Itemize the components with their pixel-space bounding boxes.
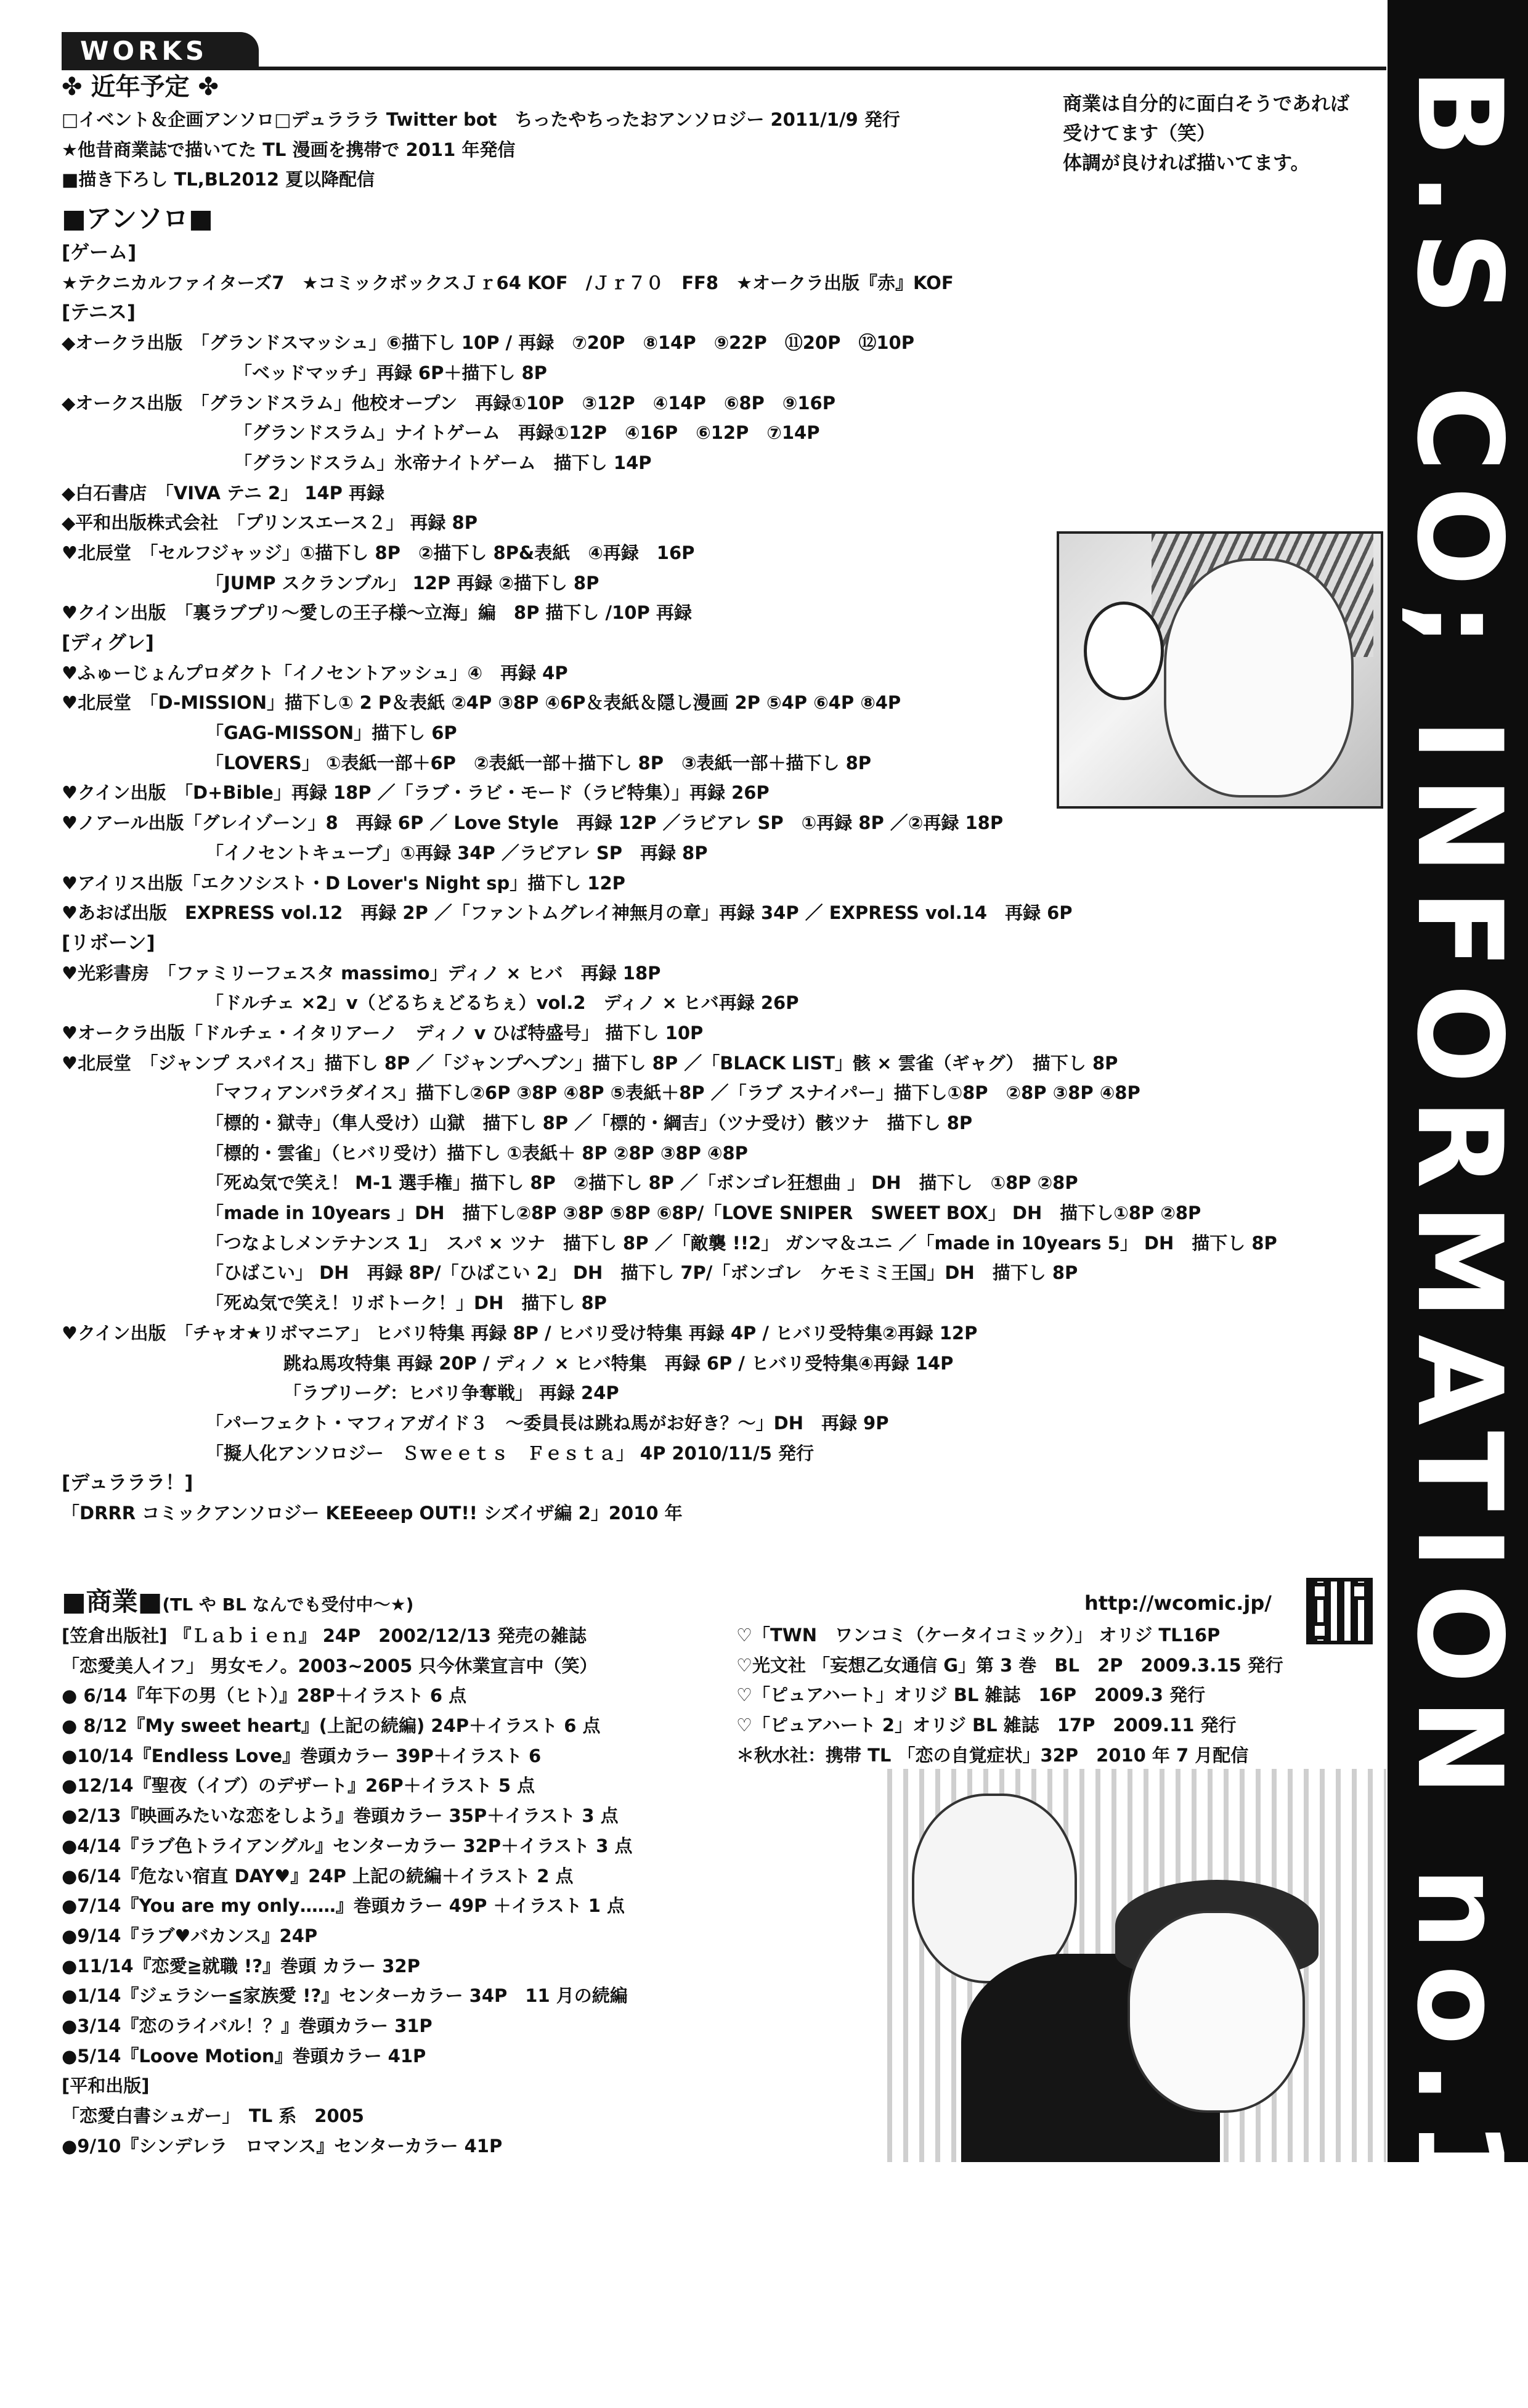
list-item: ■描き下ろし TL,BL2012 夏以降配信 xyxy=(62,169,375,190)
list-item: ★他昔商業誌で描いてた TL 漫画を携帯で 2011 年発信 xyxy=(62,139,516,160)
list-item: ♥北辰堂 「セルフジャッジ」①描下し 8P ②描下し 8P&表紙 ④再録 16P xyxy=(62,542,695,563)
qr-corner xyxy=(1311,1583,1328,1600)
list-item: ♡光文社 「妄想乙女通信 G」第 3 巻 BL 2P 2009.3.15 発行 xyxy=(736,1654,1283,1676)
list-item: 「グランドスラム」氷帝ナイトゲーム 描下し 14P xyxy=(234,452,652,473)
list-item: [デュラララ！] xyxy=(62,1472,193,1495)
list-item: ♥クイン出版 「裏ラブプリ～愛しの王子様～立海」編 8P 描下し /10P 再録 xyxy=(62,602,692,624)
list-item: 「擬人化アンソロジー Ｓｗｅｅｔｓ Ｆｅｓｔａ」 4P 2010/11/5 発行 xyxy=(206,1442,814,1464)
list-item: 「ベッドマッチ」再録 6P＋描下し 8P xyxy=(234,362,547,383)
list-item: [平和出版] xyxy=(62,2075,150,2097)
list-item: ●10/14『Endless Love』巻頭カラー 39P＋イラスト 6 xyxy=(62,1745,542,1766)
list-item: ♥クイン出版 「チャオ★リボマニア」 ヒバリ特集 再録 8P / ヒバリ受け特集 再録 4P / ヒバリ受特集②再録 12P xyxy=(62,1322,978,1344)
list-item: ● 6/14『年下の男（ヒト）』28P＋イラスト 6 点 xyxy=(62,1685,467,1707)
list-item: ●5/14『Loove Motion』巻頭カラー 41P xyxy=(62,2045,426,2067)
list-item: 「ドルチェ ×2」v（どるちぇどるちぇ）vol.2 ディノ × ヒバ再録 26P xyxy=(206,992,799,1014)
website-url: http://wcomic.jp/ xyxy=(1084,1591,1272,1615)
works-list xyxy=(62,69,1386,1528)
list-item: ●3/14『恋のライバル！？』巻頭カラー 31P xyxy=(62,2015,433,2036)
list-item: 「ラブリーグ：ヒバリ争奪戦」 再録 24P xyxy=(283,1382,619,1404)
list-item: 「恋愛美人イフ」 男女モノ。2003~2005 只今休業宣言中（笑） xyxy=(62,1655,598,1676)
list-item: 跳ね馬攻特集 再録 20P / ディノ × ヒバ特集 再録 6P / ヒバリ受特集④再録 14P xyxy=(283,1352,954,1374)
list-item: 「標的・獄寺」（隼人受け）山獄 描下し 8P ／「標的・綱吉」（ツナ受け）骸ツナ 描下し 8P xyxy=(206,1112,973,1133)
list-item: 「パーフェクト・マフィアガイド３ ～委員長は跳ね馬がお好き？～」DH 再録 9P xyxy=(206,1412,889,1434)
commerce-heading xyxy=(62,1583,739,1621)
qr-corner xyxy=(1351,1583,1368,1600)
list-item: [ゲーム] xyxy=(62,242,137,264)
commerce-section xyxy=(62,1578,739,2161)
list-item: 「JUMP スクランブル」 12P 再録 ②描下し 8P xyxy=(206,572,599,594)
note-line: 商業は自分的に面白そうであれば xyxy=(1063,93,1349,115)
list-item: 「死ぬ気で笑え！リボトーク！」DH 描下し 8P xyxy=(206,1292,607,1314)
list-item: [テニス] xyxy=(62,301,136,324)
list-item: ◆平和出版株式会社 「プリンスエース２」 再録 8P xyxy=(62,512,478,534)
list-item: ●1/14『ジェラシー≦家族愛 !?』センターカラー 34P 11 月の続編 xyxy=(62,1985,628,2007)
commerce-heading-title: ■商業■ xyxy=(62,1586,163,1617)
commerce-left-list xyxy=(62,1621,739,2161)
list-item: 「イノセントキューブ」①再録 34P ／ラビアレ SP 再録 8P xyxy=(206,842,708,863)
commerce-right-list xyxy=(736,1620,1389,1770)
commerce-heading-sub: (TL や BL なんでも受付中～★) xyxy=(162,1594,414,1615)
list-item: □イベント＆企画アンソロ□デュラララ Twitter bot ちったやちったおアンソロジー 2011/1/9 発行 xyxy=(62,109,900,130)
list-item: ♥北辰堂 「D-MISSION」描下し① 2 P＆表紙 ②4P ③8P ④6P＆表紙＆隠し漫画 2P ⑤4P ⑥4P ⑧4P xyxy=(62,692,901,714)
list-item: ■アンソロ■ xyxy=(62,203,213,234)
sidebar-title: B.S CO; INFORMATION no.113 xyxy=(1391,68,1527,2408)
illustration-couple xyxy=(887,1769,1386,2162)
list-item: [リボーン] xyxy=(62,931,155,954)
list-item: ♥光彩書房 「ファミリーフェスタ massimo」ディノ × ヒバ 再録 18P xyxy=(62,962,661,984)
list-item: ♡「TWN ワンコミ（ケータイコミック）」 オリジ TL16P xyxy=(736,1625,1221,1646)
works-tab xyxy=(62,32,259,69)
list-item: ♥ふゅーじょんプロダクト「イノセントアッシュ」④ 再録 4P xyxy=(62,662,568,684)
list-item: ◆オークラ出版 「グランドスマッシュ」⑥描下し 10P / 再録 ⑦20P ⑧14P ⑨22P ⑪20P ⑫10P xyxy=(62,332,914,354)
list-item: 「グランドスラム」ナイトゲーム 再録①12P ④16P ⑥12P ⑦14P xyxy=(234,422,820,444)
list-item: 「LOVERS」 ①表紙一部＋6P ②表紙一部＋描下し 8P ③表紙一部＋描下し 8P xyxy=(206,752,872,773)
list-item: ★テクニカルファイターズ7 ★コミックボックスＪｒ64 KOF /Ｊｒ７０ FF8 ★オークラ出版『赤』KOF xyxy=(62,272,954,293)
list-item: 「ひばこい」 DH 再録 8P/「ひばこい 2」 DH 描下し 7P/「ボンゴレ ケモミミ王国」DH 描下し 8P xyxy=(206,1262,1078,1284)
list-item: ＊秋水社：携帯 TL 「恋の自覚症状」32P 2010 年 7 月配信 xyxy=(736,1744,1249,1766)
list-item: [ディグレ] xyxy=(62,632,154,654)
list-item: ♥あおば出版 EXPRESS vol.12 再録 2P ／「ファントムグレイ神無月の章」再録 34P ／ EXPRESS vol.14 再録 6P xyxy=(62,902,1073,924)
list-item: ♥北辰堂 「ジャンプ スパイス」描下し 8P ／「ジャンプヘブン」描下し 8P ／「BLACK LIST」骸 × 雲雀（ギャグ） 描下し 8P xyxy=(62,1052,1118,1074)
list-item: 「マフィアンパラダイス」描下し②6P ③8P ④8P ⑤表紙＋8P ／「ラブ スナイパー」描下し①8P ②8P ③8P ④8P xyxy=(206,1082,1140,1104)
list-item: 「死ぬ気で笑え！ M-1 選手権」描下し 8P ②描下し 8P ／「ボンゴレ狂想曲 」 DH 描下し ①8P ②8P xyxy=(206,1172,1078,1194)
list-item: 「つなよしメンテナンス 1」 スパ × ツナ 描下し 8P ／「敵襲 !!2」 ガンマ＆ユニ ／「made in 10years 5」 DH 描下し 8P xyxy=(206,1232,1277,1254)
list-item: 「DRRR コミックアンソロジー KEEeeep OUT!! シズイザ編 2」2010 年 xyxy=(62,1502,683,1524)
list-item: 「GAG-MISSON」描下し 6P xyxy=(206,722,457,744)
list-item: ♥クイン出版 「D+Bible」再録 18P ／「ラブ・ラビ・モード（ラビ特集）」再録 26P xyxy=(62,782,770,804)
list-item: ♥ノアール出版「グレイゾーン」8 再録 6P ／ Love Style 再録 12P ／ラビアレ SP ①再録 8P ／②再録 18P xyxy=(62,812,1004,834)
list-item: ●6/14『危ない宿直 DAY♥』24P 上記の続編＋イラスト 2 点 xyxy=(62,1865,574,1887)
illustration-head-girl xyxy=(1128,1911,1305,2113)
list-item: ●4/14『ラブ色トライアングル』センターカラー 32P＋イラスト 3 点 xyxy=(62,1835,633,1856)
works-tab-label: WORKS xyxy=(80,35,208,66)
list-item: [笠倉出版社] 『Ｌａｂｉｅｎ』 24P 2002/12/13 発売の雑誌 xyxy=(62,1625,587,1646)
list-item: ✤ 近年予定 ✤ xyxy=(62,73,219,101)
list-item: ●7/14『You are my only……』巻頭カラー 49P ＋イラスト 1 点 xyxy=(62,1895,625,1917)
list-item: ◆オークス出版 「グランドスラム」他校オープン 再録①10P ③12P ④14P ⑥8P ⑨16P xyxy=(62,392,835,414)
list-item: 「標的・雲雀」（ヒバリ受け）描下し ①表紙＋ 8P ②8P ③8P ④8P xyxy=(206,1142,748,1164)
list-item: ● 8/12『My sweet heart』(上記の続編) 24P＋イラスト 6 点 xyxy=(62,1715,601,1737)
list-item: ●2/13『映画みたいな恋をしよう』巻頭カラー 35P＋イラスト 3 点 xyxy=(62,1805,619,1827)
list-item: ●11/14『恋愛≧就職 !?』巻頭 カラー 32P xyxy=(62,1955,420,1977)
list-item: ♥オークラ出版「ドルチェ・イタリアーノ ディノ v ひば特盛号」 描下し 10P xyxy=(62,1022,704,1043)
note-line: 受けてます（笑） xyxy=(1063,123,1216,145)
list-item: 「made in 10years 」DH 描下し②8P ③8P ⑤8P ⑥8P/「LOVE SNIPER SWEET BOX」 DH 描下し①8P ②8P xyxy=(206,1202,1201,1224)
list-item: ●9/14『ラブ♥バカンス』24P xyxy=(62,1925,318,1946)
list-item: ●12/14『聖夜（イブ）のデザート』26P＋イラスト 5 点 xyxy=(62,1775,535,1797)
list-item: ●9/10『シンデレラ ロマンス』センターカラー 41P xyxy=(62,2135,503,2157)
list-item: ♡「ピュアハート」オリジ BL 雑誌 16P 2009.3 発行 xyxy=(736,1684,1206,1706)
note-line: 体調が良ければ描いてます。 xyxy=(1063,152,1310,174)
list-item: ♡「ピュアハート 2」オリジ BL 雑誌 17P 2009.11 発行 xyxy=(736,1715,1237,1736)
list-item: ♥アイリス出版「エクソシスト・D Lover's Night sp」描下し 12P xyxy=(62,872,625,894)
list-item: ◆白石書店 「VIVA テニ 2」 14P 再録 xyxy=(62,482,384,504)
list-item: 「恋愛白書シュガー」 TL 系 2005 xyxy=(62,2105,364,2126)
